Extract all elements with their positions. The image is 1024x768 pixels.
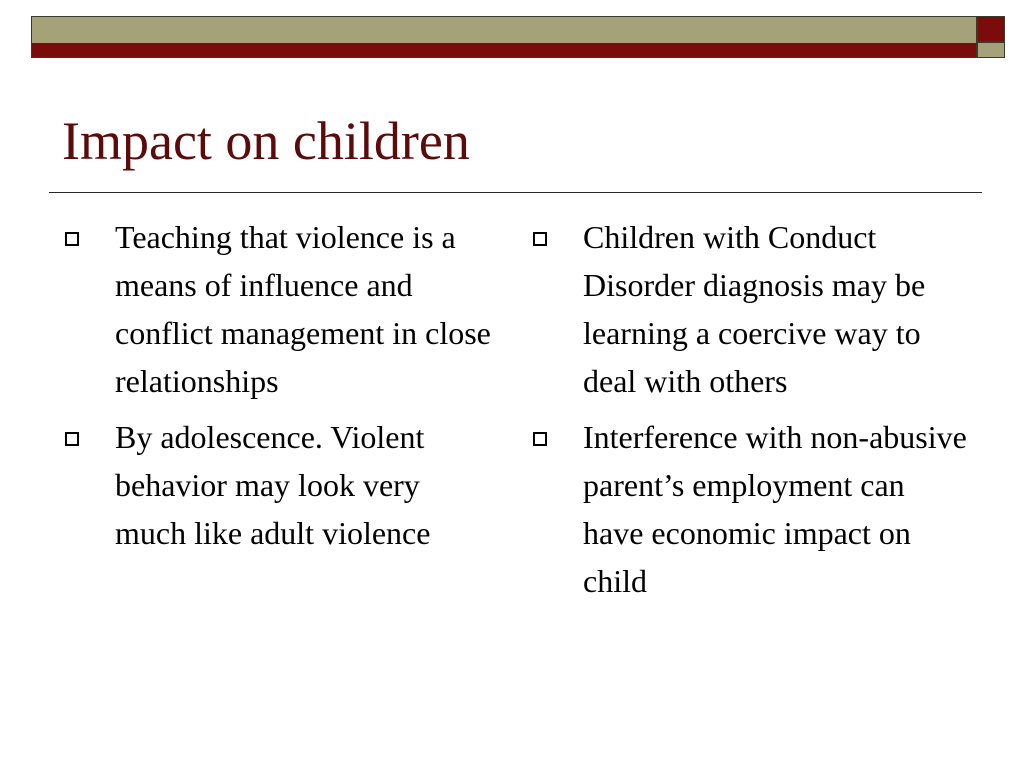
bullet-item — [62, 413, 492, 557]
bullet-text: Teaching that violence is a means of influence and conflict management in close relationships — [115, 219, 491, 399]
bullet-item — [530, 213, 970, 405]
title-divider — [49, 192, 982, 193]
hollow-square-icon — [533, 232, 547, 246]
hollow-square-icon — [65, 232, 79, 246]
header-band-olive-stripe — [32, 17, 976, 43]
header-band — [31, 16, 977, 58]
right-bullet-list — [530, 213, 970, 613]
bullet-text: Children with Conduct Disorder diagnosis may be learning a coercive way to deal with others — [583, 219, 926, 399]
header-band-red-stripe — [32, 43, 976, 57]
left-bullet-list — [62, 213, 492, 565]
corner-square-red — [977, 16, 1005, 42]
bullet-text: Interference with non-abusive parent’s employment can have economic impact on child — [583, 419, 967, 599]
slide-title: Impact on children — [62, 111, 470, 171]
bullet-text: By adolescence. Violent behavior may look very much like adult violence — [115, 419, 431, 551]
bullet-item — [62, 213, 492, 405]
corner-square-olive — [977, 42, 1005, 58]
hollow-square-icon — [65, 432, 79, 446]
bullet-item — [530, 413, 970, 605]
hollow-square-icon — [533, 432, 547, 446]
